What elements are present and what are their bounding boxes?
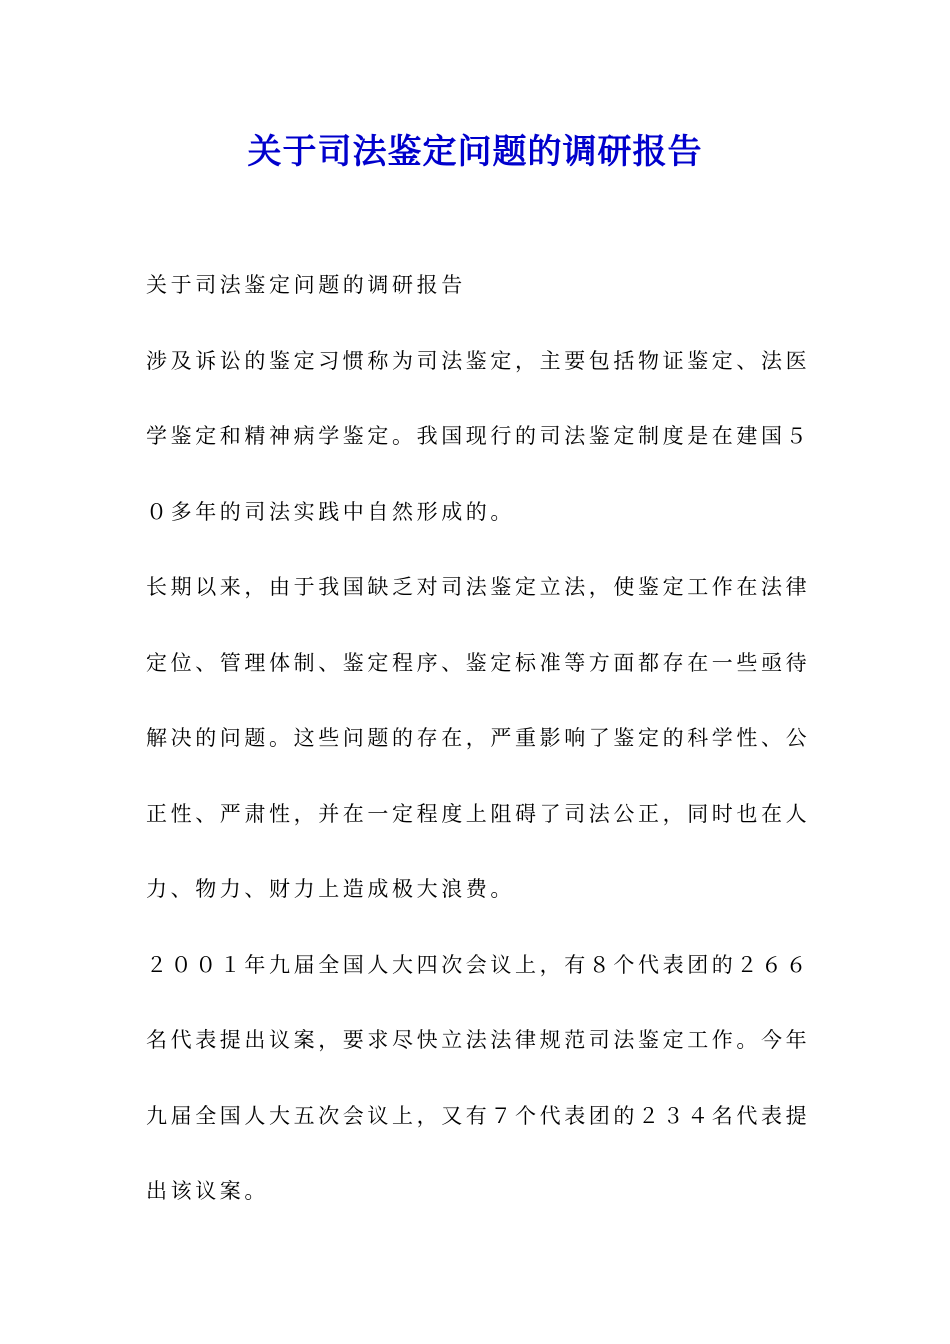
text-line: 解决的问题。这些问题的存在，严重影响了鉴定的科学性、公 xyxy=(146,726,811,750)
text-line: 长期以来，由于我国缺乏对司法鉴定立法，使鉴定工作在法律 xyxy=(146,575,811,599)
text-line: 涉及诉讼的鉴定习惯称为司法鉴定，主要包括物证鉴定、法医 xyxy=(146,348,811,373)
text-line: 九届全国人大五次会议上，又有７个代表团的２３４名代表提 xyxy=(146,1103,811,1128)
paragraph-problems xyxy=(146,550,811,928)
text-line: 关于司法鉴定问题的调研报告 xyxy=(146,273,466,297)
text-line: ２００１年九届全国人大四次会议上，有８个代表团的２６６ xyxy=(146,952,811,977)
text-line: 定位、管理体制、鉴定程序、鉴定标准等方面都存在一些亟待 xyxy=(146,650,811,675)
text-line: 正性、严肃性，并在一定程度上阻碍了司法公正，同时也在人 xyxy=(146,801,811,826)
text-line: 力、物力、财力上造成极大浪费。 xyxy=(146,877,515,901)
text-line: ０多年的司法实践中自然形成的。 xyxy=(146,499,515,524)
text-line: 学鉴定和精神病学鉴定。我国现行的司法鉴定制度是在建国５ xyxy=(146,424,811,448)
paragraph-subtitle xyxy=(146,248,806,324)
text-line: 出该议案。 xyxy=(146,1179,269,1203)
document-title: 关于司法鉴定问题的调研报告 xyxy=(247,132,703,172)
text-line: 名代表提出议案，要求尽快立法法律规范司法鉴定工作。今年 xyxy=(146,1028,811,1052)
paragraph-proposals xyxy=(146,928,811,1230)
paragraph-definition xyxy=(146,324,811,551)
document-body xyxy=(146,248,811,1230)
